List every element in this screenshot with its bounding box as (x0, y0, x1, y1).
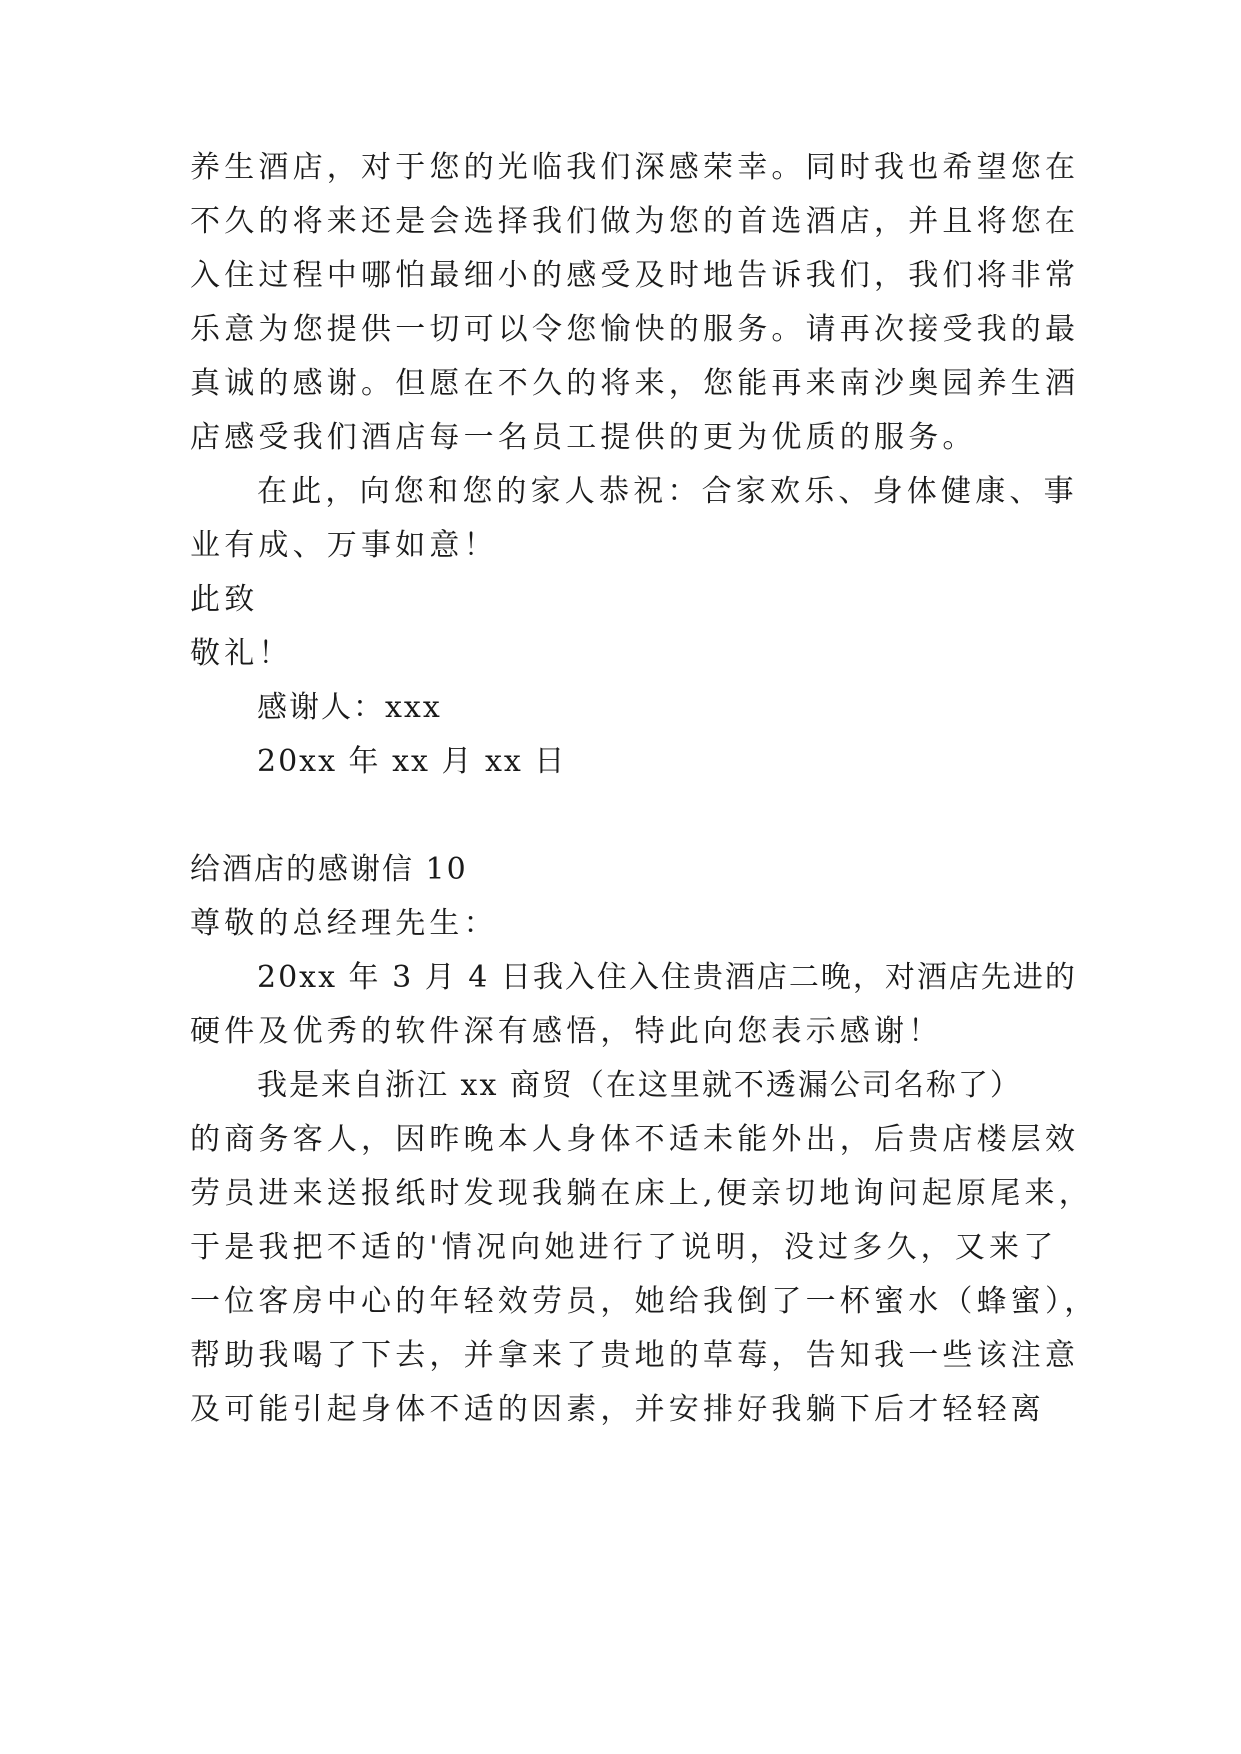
closing-line: 此致 (190, 582, 259, 617)
body-line: 店感受我们酒店每一名员工提供的更为优质的服务。 (190, 420, 977, 455)
body-line: 劳员进来送报纸时发现我躺在床上,便亲切地询问起原尾来， (190, 1176, 1093, 1211)
body-line: 乐意为您提供一切可以令您愉快的服务。请再次接受我的最 (190, 312, 1080, 347)
wish-line: 在此，向您和您的家人恭祝：合家欢乐、身体健康、事 (257, 474, 1078, 509)
body-line: 20xx 年 3 月 4 日我入住入住贵酒店二晚，对酒店先进的 (257, 960, 1077, 995)
body-line: 一位客房中心的年轻效劳员，她给我倒了一杯蜜水（蜂蜜）， (190, 1284, 1099, 1319)
body-line: 不久的将来还是会选择我们做为您的首选酒店，并且将您在 (190, 204, 1080, 239)
body-line: 帮助我喝了下去，并拿来了贵地的草莓，告知我一些该注意 (190, 1338, 1080, 1373)
body-line: 硬件及优秀的软件深有感悟，特此向您表示感谢！ (190, 1014, 943, 1049)
body-line: 于是我把不适的'情况向她进行了说明，没过多久，又来了 (190, 1230, 1058, 1265)
body-line: 养生酒店，对于您的光临我们深感荣幸。同时我也希望您在 (190, 150, 1080, 185)
body-line: 的商务客人，因昨晚本人身体不适未能外出，后贵店楼层效 (190, 1122, 1080, 1157)
letter-title: 给酒店的感谢信 10 (190, 852, 468, 887)
date-line: 20xx 年 xx 月 xx 日 (257, 744, 567, 779)
body-line: 及可能引起身体不适的因素，并安排好我躺下后才轻轻离 (190, 1392, 1045, 1427)
wish-line: 业有成、万事如意！ (190, 528, 498, 563)
signer-line: 感谢人：xxx (257, 690, 442, 725)
body-line: 入住过程中哪怕最细小的感受及时地告诉我们，我们将非常 (190, 258, 1080, 293)
salutation: 尊敬的总经理先生： (190, 906, 498, 941)
closing-line: 敬礼！ (190, 636, 293, 671)
body-line: 我是来自浙江 xx 商贸（在这里就不透漏公司名称了） (257, 1068, 1022, 1103)
body-line: 真诚的感谢。但愿在不久的将来，您能再来南沙奥园养生酒 (190, 366, 1080, 401)
